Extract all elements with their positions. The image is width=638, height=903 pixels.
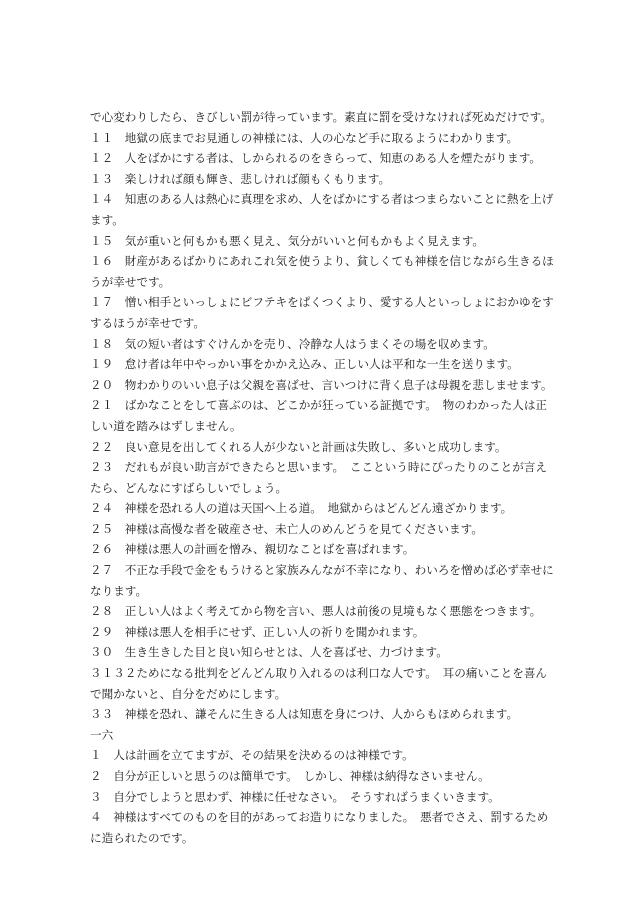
text-line: １８ 気の短い者はすぐけんかを売り、冷静な人はうまくその場を収めます。	[90, 336, 495, 351]
text-line: ２６ 神様は悪人の計画を憎み、親切なことばを喜ばれます。	[90, 542, 415, 557]
text-line: ２８ 正しい人はよく考えてから物を言い、悪人は前後の見境もなく悪態をつきます。	[90, 604, 542, 619]
text-line: １９ 怠け者は年中やっかい事をかかえ込み、正しい人は平和な一生を送ります。	[90, 357, 519, 372]
text-line: ２９ 神様は悪人を相手にせず、正しい人の祈りを聞かれます。	[90, 624, 425, 639]
text-line: ２１ ばかなことをして喜ぶのは、どこかが狂っている証拠です。 物のわかった人は正	[90, 398, 548, 413]
chapter-heading: 一六	[90, 727, 114, 742]
text-line: で聞かないと、自分をだめにします。	[90, 686, 287, 701]
text-line: ３ 自分でしようと思わず、神様に任せなさい。 そうすればうまくいきます。	[90, 789, 500, 804]
text-line: １６ 財産があるばかりにあれこれ気を使うより、貧しくても神様を信じながら生きるほ	[90, 254, 554, 269]
text-line: に造られたのです。	[90, 830, 194, 845]
text-line: で心変わりしたら、きびしい罰が待っています。素直に罰を受けなければ死ぬだけです。	[90, 110, 552, 124]
text-line: １ 人は計画を立てますが、その結果を決めるのは神様です。	[90, 748, 414, 763]
text-line: なります。	[90, 583, 148, 598]
text-line: するほうが幸せです。	[90, 315, 206, 330]
text-line: うが幸せです。	[90, 274, 171, 289]
text-line: １１ 地獄の底までお見通しの神様には、人の心など手に取るようにわかります。	[90, 130, 519, 145]
text-line: ４ 神様はすべてのものを目的があってお造りになりました。 悪者でさえ、罰するため	[90, 810, 549, 825]
document-text	[90, 107, 552, 848]
text-line: ２４ 神様を恐れる人の道は天国へ上る道。 地獄からはどんどん遠ざかります。	[90, 501, 513, 516]
text-line: たら、どんなにすばらしいでしょう。	[90, 480, 288, 495]
text-line: ２２ 良い意見を出してくれる人が少ないと計画は失敗し、多いと成功します。	[90, 439, 507, 454]
text-line: １７ 憎い相手といっしょにビフテキをぱくつくより、愛する人といっしょにおかゆをす	[90, 295, 554, 310]
text-line: ます。	[90, 212, 124, 227]
text-line: ２５ 神様は高慢な者を破産させ、未亡人のめんどうを見てくださいます。	[90, 521, 483, 536]
text-line: １２ 人をばかにする者は、しかられるのをきらって、知恵のある人を煙たがります。	[90, 151, 541, 166]
text-line: １４ 知恵のある人は熱心に真理を求め、人をばかにする者はつまらないことに熱を上げ	[90, 192, 554, 207]
text-line: １５ 気が重いと何もかも悪く見え、気分がいいと何もかもよく見えます。	[90, 233, 484, 248]
text-line: １３ 楽しければ顔も輝き、悲しければ顔もくもります。	[90, 171, 391, 186]
text-line: ２３ だれもが良い助言ができたらと思います。 ここという時にぴったりのことが言え	[90, 460, 548, 475]
text-line: ３０ 生き生きした目と良い知らせとは、人を喜ばせ、力づけます。	[90, 645, 448, 660]
text-line: ３１３２ためになる批判をどんどん取り入れるのは利口な人です。 耳の痛いことを喜ん	[90, 666, 548, 681]
text-line: ２０ 物わかりのいい息子は父親を喜ばせ、言いつけに背く息子は母親を悲しませます。	[90, 377, 553, 392]
text-line: ３３ 神様を恐れ、謙そんに生きる人は知恵を身につけ、人からもほめられます。	[90, 707, 519, 722]
text-line: ２７ 不正な手段で金をもうけると家族みんなが不幸になり、わいろを憎めば必ず幸せに	[90, 563, 554, 578]
text-line: しい道を踏みはずしません。	[90, 418, 242, 433]
text-line: ２ 自分が正しいと思うのは簡単です。 しかし、神様は納得なさいません。	[90, 769, 490, 783]
